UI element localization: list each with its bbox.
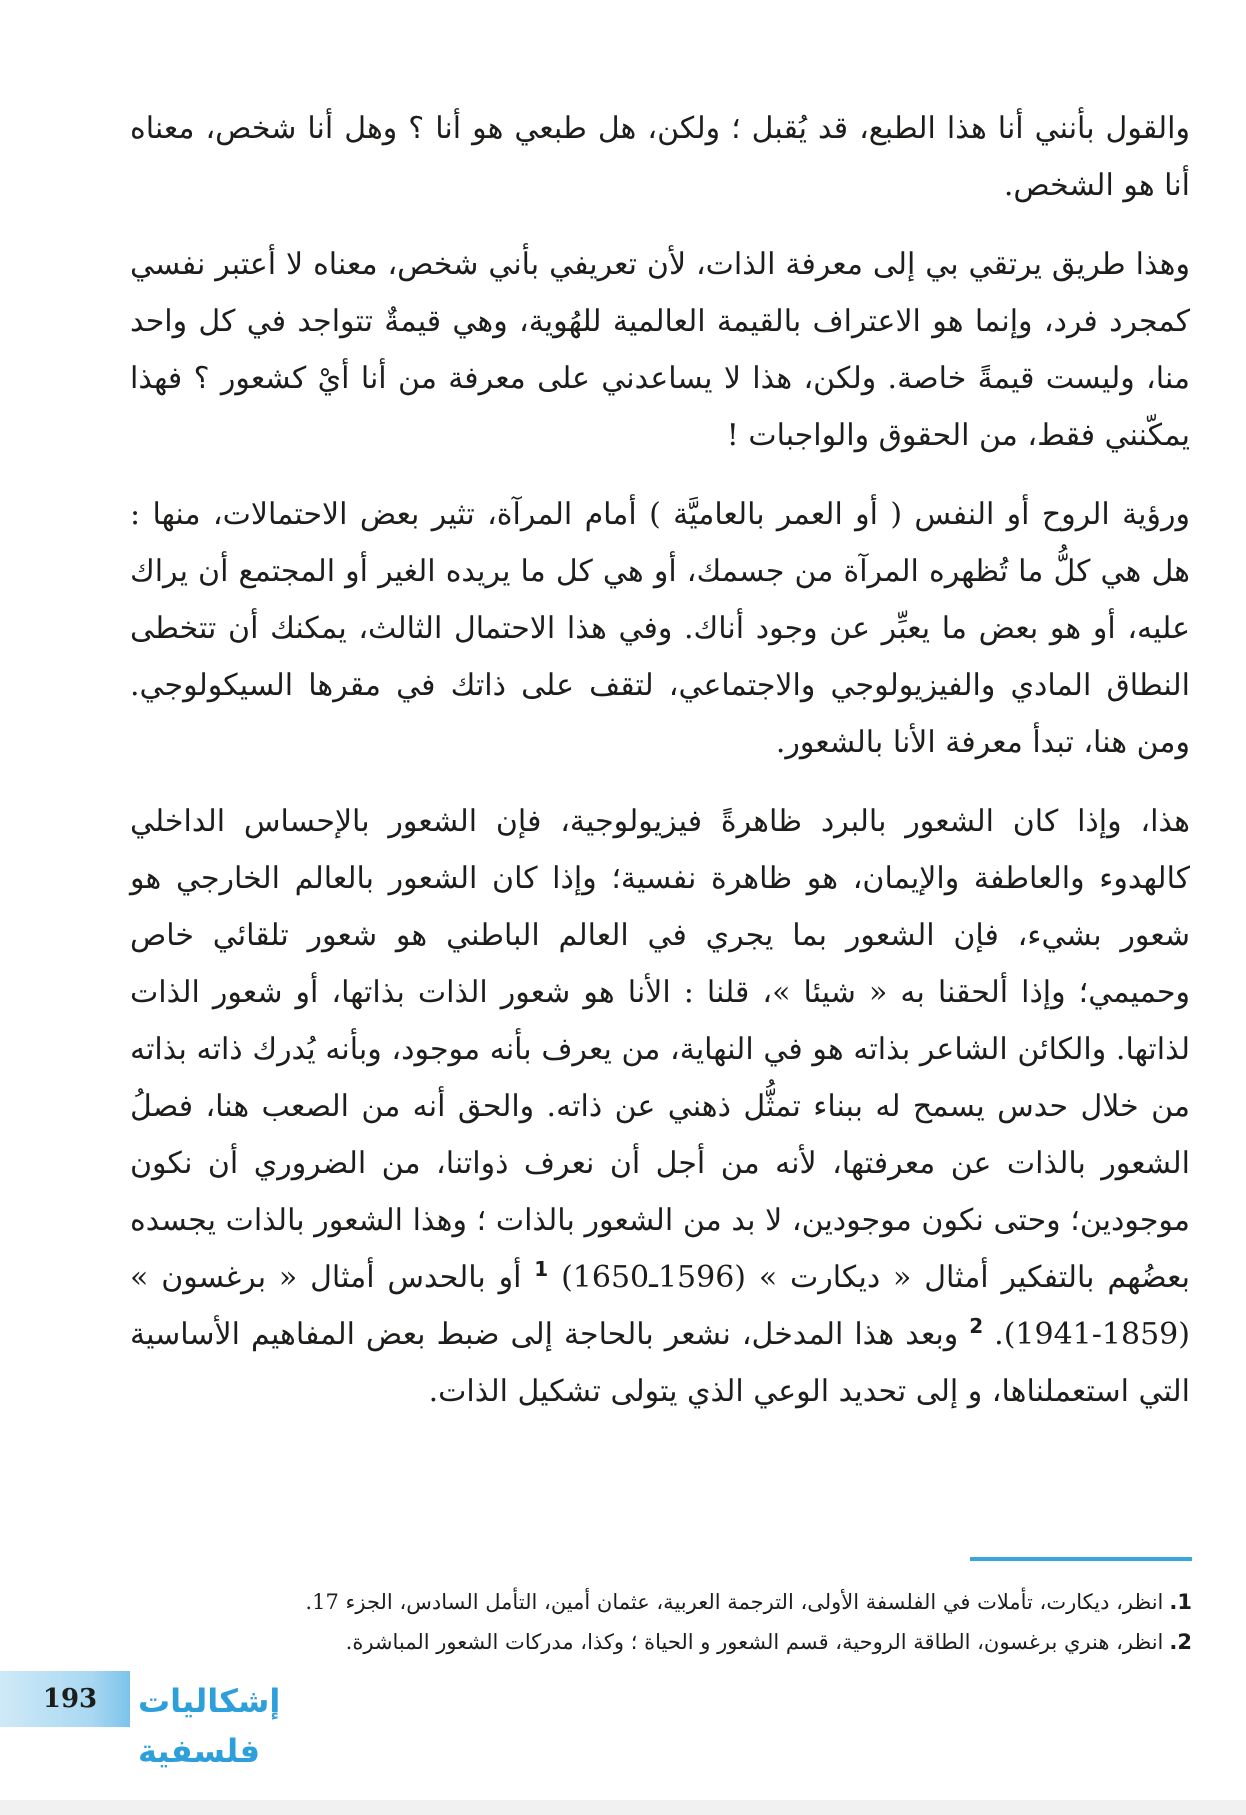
paragraph-4 [130, 793, 1190, 1420]
footnote-text: انظر، هنري برغسون، الطاقة الروحية، قسم الشعور و الحياة ؛ وكذا، مدركات الشعور المباشرة. [345, 1630, 1164, 1654]
paragraph-2: وهذا طريق يرتقي بي إلى معرفة الذات، لأن تعريفي بأني شخص، معناه لا أعتبر نفسي كمجرد فرد، وإنما هو الاعتراف بالقيمة العالمية للهُوية، وهي قيمةٌ تتواجد في كل واحد منا، وليست قيمةً خاصة. ولكن، هذا لا يساعدني على معرفة من أنا أيْ كشعور ؟ فهذا يمكّنني فقط، من الحقوق والواجبات ! [130, 247, 1190, 453]
footnote-ref-1: 1 [534, 1257, 549, 1281]
paragraph-4-part-2: أو بالحدس أمثال « برغسون » (1859-1941). [130, 1260, 1190, 1352]
page-bottom-band [0, 1800, 1246, 1815]
footnote-number: 2. [1169, 1630, 1192, 1654]
book-title: إشكاليات فلسفية [138, 1682, 281, 1770]
footnote-2 [250, 1622, 1192, 1662]
footnote-ref-2: 2 [969, 1314, 984, 1338]
paragraph-4-part-3: وبعد هذا المدخل، نشعر بالحاجة إلى ضبط بعض المفاهيم الأساسية التي استعملناها، و إلى تحديد الوعي الذي يتولى تشكيل الذات. [130, 1317, 1190, 1409]
paragraph-1: والقول بأنني أنا هذا الطبع، قد يُقبل ؛ ولكن، هل طبعي هو أنا ؟ وهل أنا شخص، معناه أنا هو الشخص. [130, 111, 1190, 203]
footnote-number: 1. [1169, 1590, 1192, 1614]
footnotes [250, 1582, 1192, 1662]
footnote-1 [250, 1582, 1192, 1622]
body-text [130, 100, 1190, 1442]
footnote-text: انظر، ديكارت، تأملات في الفلسفة الأولى، الترجمة العربية، عثمان أمين، التأمل السادس، الجزء 17. [305, 1590, 1164, 1614]
paragraph-3: ورؤية الروح أو النفس ( أو العمر بالعاميَّة ) أمام المرآة، تثير بعض الاحتمالات، منها : هل هي كلُّ ما تُظهره المرآة من جسمك، أو هي كل ما يريده الغير أو المجتمع أن يراك عليه، أو هو بعض ما يعبِّر عن وجود أناك. وفي هذا الاحتمال الثالث، يمكنك أن تتخطى النطاق المادي والفيزيولوجي والاجتماعي، لتقف على ذاتك في مقرها السيكولوجي. ومن هنا، تبدأ معرفة الأنا بالشعور. [130, 497, 1190, 760]
page-number: 193 [42, 1684, 98, 1714]
paragraph-4-part-1: هذا، وإذا كان الشعور بالبرد ظاهرةً فيزيولوجية، فإن الشعور بالإحساس الداخلي كالهدوء والعاطفة والإيمان، هو ظاهرة نفسية؛ وإذا كان الشعور بالعالم الخارجي هو شعور بشيء، فإن الشعور بما يجري في العالم الباطني هو شعور تلقائي خاص وحميمي؛ وإذا ألحقنا به « شيئا »، قلنا : الأنا هو شعور الذات بذاتها، أو شعور الذات لذاتها. والكائن الشاعر بذاته هو في النهاية، من يعرف بأنه موجود، وبأنه يُدرك ذاته بذاته من خلال حدس يسمح له ببناء تمثُّل ذهني عن ذاته. والحق أنه من الصعب هنا، فصلُ الشعور بالذات عن معرفتها، لأنه من أجل أن نعرف ذواتنا، من الضروري أن نكون موجودين؛ وحتى نكون موجودين، لا بد من الشعور بالذات ؛ وهذا الشعور بالذات يجسده بعضُهم بالتفكير أمثال « ديكارت » (1596ـ1650) [130, 804, 1190, 1295]
footnote-divider [970, 1557, 1192, 1561]
